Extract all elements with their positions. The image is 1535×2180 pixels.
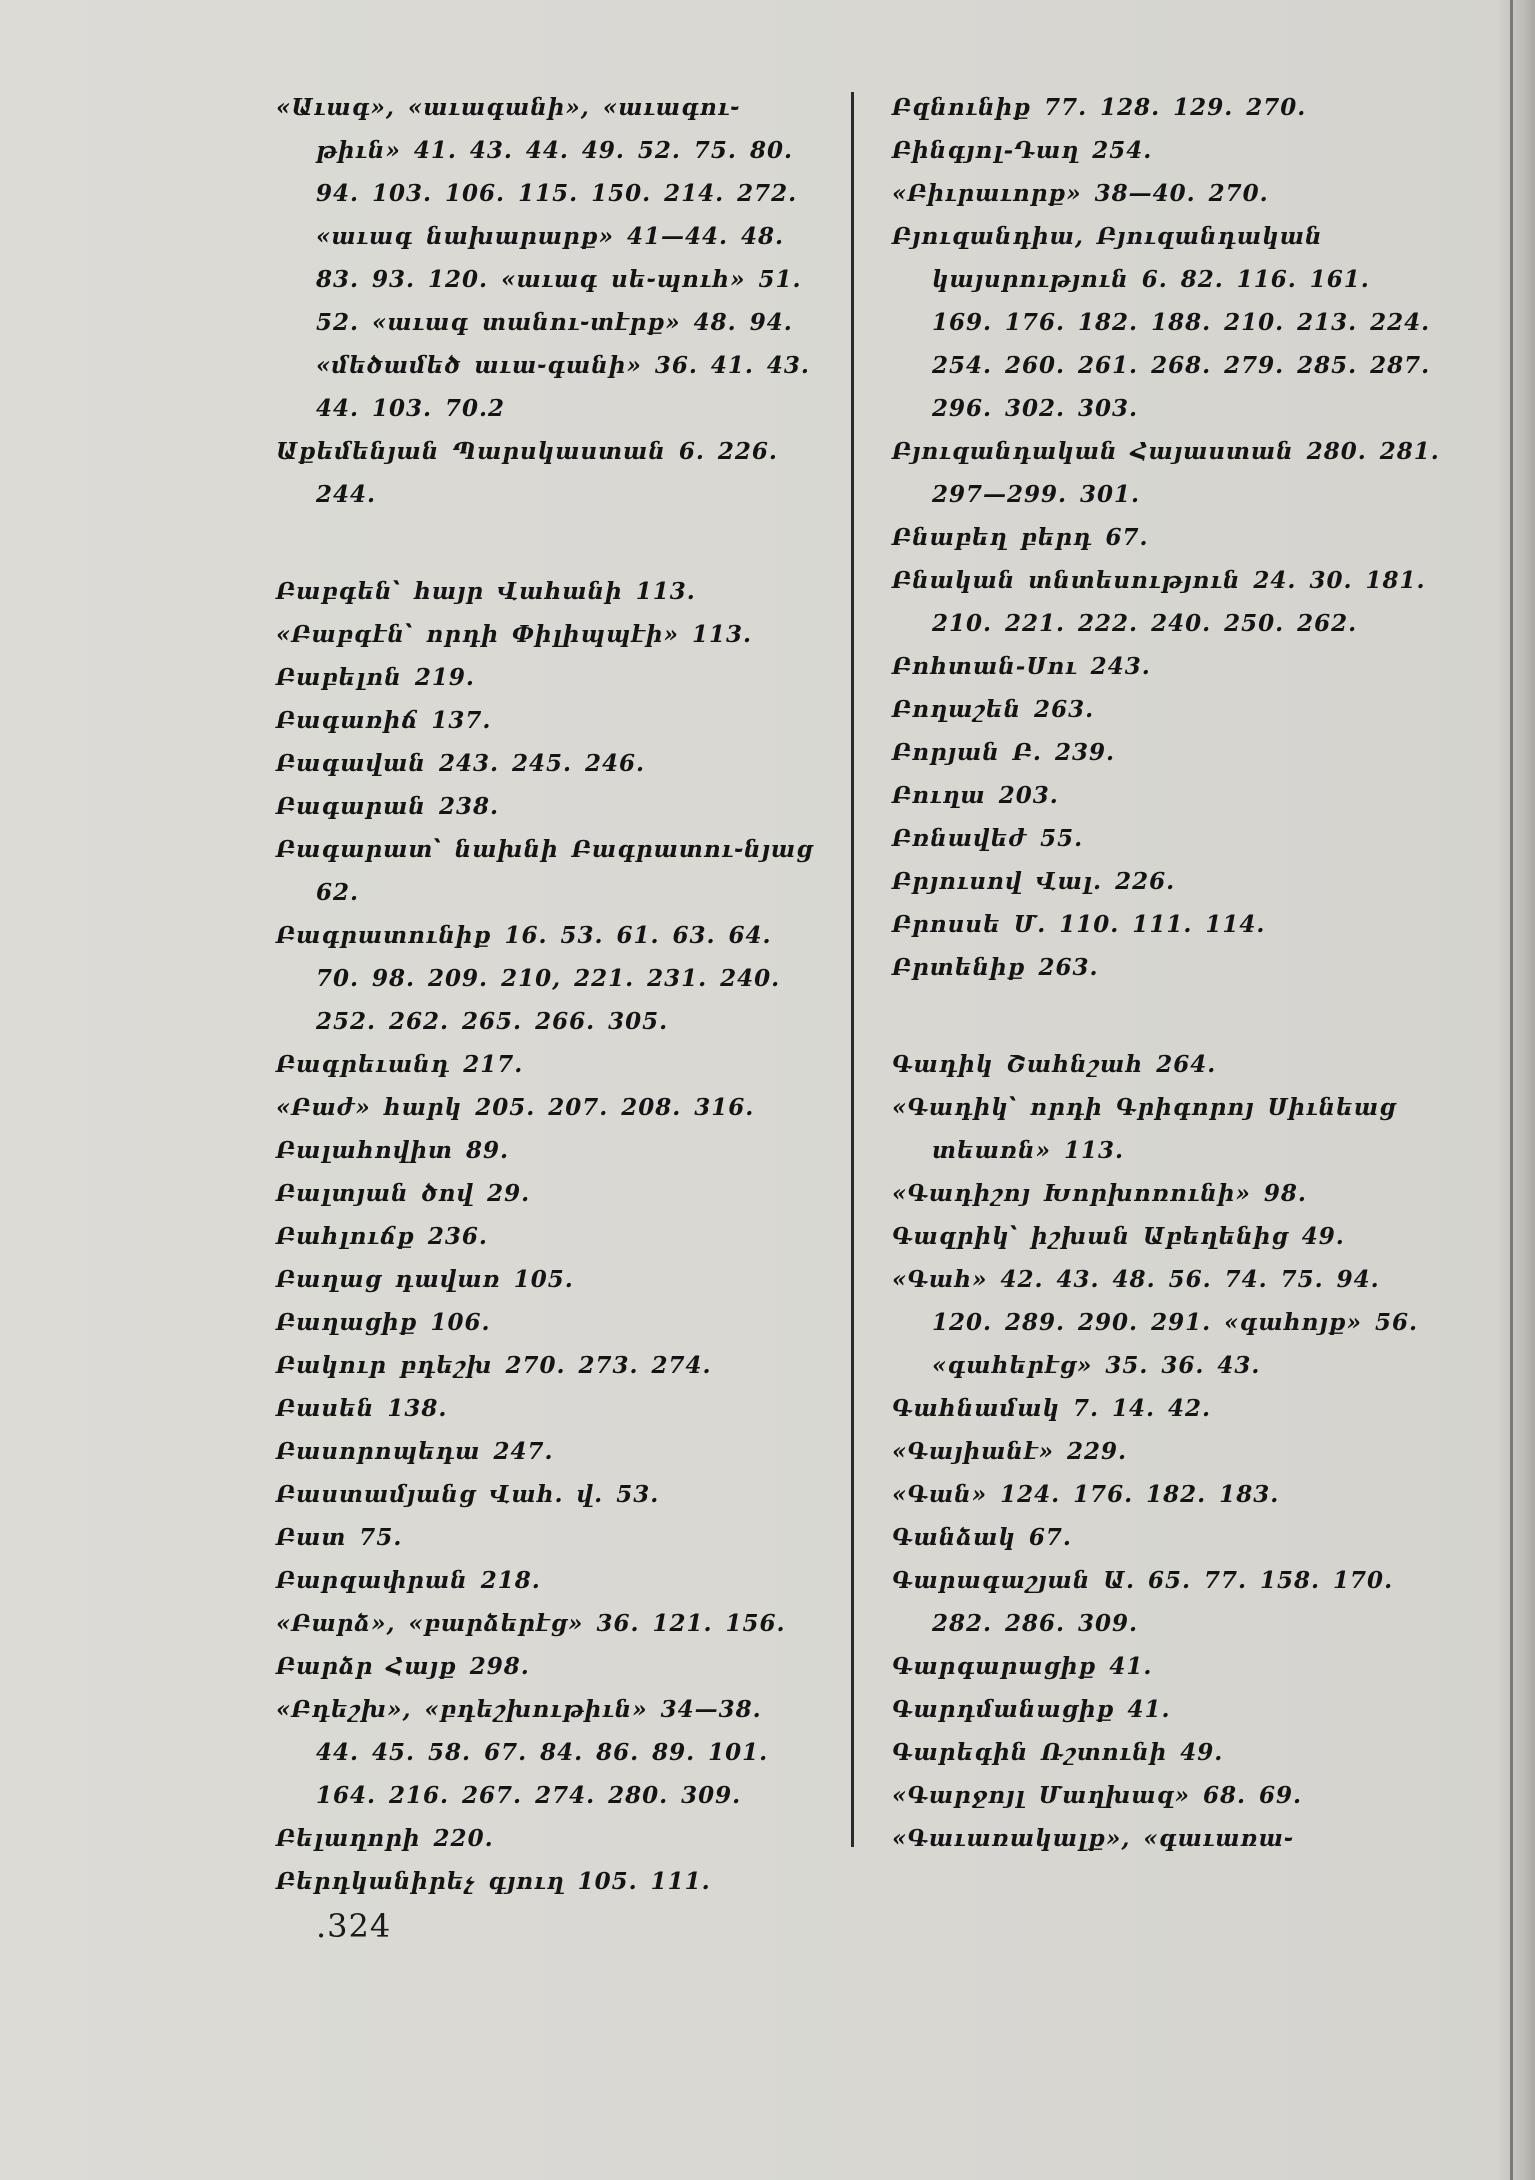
- index-entry: Բրտենիք 263.: [892, 954, 1099, 981]
- index-entry: «Գարջոյլ Մաղխազ» 68. 69.: [892, 1782, 1303, 1809]
- index-entry: Բնաբեղ բերդ 67.: [892, 524, 1149, 551]
- index-entry: «Գաւառակալք», «գաւառա֊: [892, 1825, 1294, 1852]
- index-entry: Գադիկ Շահնշահ 264.: [892, 1051, 1217, 1078]
- index-entry: Բարձր Հայք 298.: [276, 1653, 530, 1680]
- index-entry: «Գադիշոյ Խորխոռունի» 98.: [892, 1180, 1307, 1207]
- index-entry: Բաղացիք 106.: [276, 1309, 491, 1336]
- index-entry: Բյուզանդիա, Բյուզանդական կայսրություն 6. 82. 116. 161. 169. 176. 182. 188. 210. 213. 224. 254. 260. 261. 268. 279. 285. 287. 296. 302. 303.: [892, 223, 1431, 422]
- index-entry: Աքեմենյան Պարսկաստան 6. 226. 244.: [276, 438, 778, 508]
- index-entry: Բրյուսով Վալ. 226.: [892, 868, 1176, 895]
- index-entry: Բոհտան-Սու 243.: [892, 653, 1151, 680]
- index-entry: «Բարձ», «բարձերէց» 36. 121. 156.: [276, 1610, 786, 1637]
- index-entry: Բագառիճ 137.: [276, 707, 492, 734]
- index-entry: Բերդկանիրեչ գյուղ 105. 111.: [276, 1868, 711, 1895]
- index-entry: «Աւագ», «աւագանի», «աւագու֊թիւն» 41. 43. 44. 49. 52. 75. 80. 94. 103. 106. 115. 150. 214. 272. «աւագ նախարարք» 41—44. 48. 83. 93. 120. «աւագ սե֊պուհ» 51. 52. «աւագ տանու֊տէրք» 48. 94. «մեծամեծ աւա֊գանի» 36. 41. 43. 44. 103. 70.2: [276, 94, 810, 422]
- index-entry: Բաստամյանց Վահ. վ. 53.: [276, 1481, 660, 1508]
- section-gap: [892, 989, 1442, 1043]
- index-entry: Բագրեւանդ 217.: [276, 1051, 524, 1078]
- index-entry: Բաբգեն՝ հայր Վահանի 113.: [276, 578, 696, 605]
- index-entry: Բահլուճք 236.: [276, 1223, 488, 1250]
- index-entry: Բորյան Բ. 239.: [892, 739, 1115, 766]
- index-entry: Գազրիկ՝ իշխան Աբեղենից 49.: [892, 1223, 1345, 1250]
- index-entry: «Բիւրաւորք» 38—40. 270.: [892, 180, 1269, 207]
- index-entry: Բալտյան ծով 29.: [276, 1180, 531, 1207]
- index-entry: Բարզափրան 218.: [276, 1567, 541, 1594]
- index-entry: Բագրատունիք 16. 53. 61. 63. 64. 70. 98. 209. 210, 221. 231. 240. 252. 262. 265. 266. 305.: [276, 922, 781, 1035]
- index-entry: Բալահովիտ 89.: [276, 1137, 509, 1164]
- index-entry: Գարագաշյան Ա. 65. 77. 158. 170. 282. 286. 309.: [892, 1567, 1394, 1637]
- index-entry: Գարեգին Ռշտունի 49.: [892, 1739, 1224, 1766]
- index-entry: «Գայիանէ» 229.: [892, 1438, 1128, 1465]
- index-entry: Բզնունիք 77. 128. 129. 270.: [892, 94, 1307, 121]
- index-entry: Գանձակ 67.: [892, 1524, 1072, 1551]
- index-entry: «Գան» 124. 176. 182. 183.: [892, 1481, 1280, 1508]
- index-entry: Բագավան 243. 245. 246.: [276, 750, 646, 777]
- index-entry: Բակուր բդեշխ 270. 273. 274.: [276, 1352, 712, 1379]
- index-entry: Բուղա 203.: [892, 782, 1059, 809]
- index-entry: Բագարատ՝ նախնի Բագրատու֊նյաց 62.: [276, 836, 814, 906]
- index-entry: Բյուզանդական Հայաստան 280. 281. 297—299. 301.: [892, 438, 1440, 508]
- index-column-right: [892, 86, 1442, 1860]
- binding-edge-line: [1510, 0, 1513, 2180]
- index-entry: Բելաղորի 220.: [276, 1825, 494, 1852]
- index-entry: Բնական տնտեսություն 24. 30. 181. 210. 221. 222. 240. 250. 262.: [892, 567, 1426, 637]
- index-entry: Բռնավեժ 55.: [892, 825, 1084, 852]
- index-entry: «Բդեշխ», «բդեշխութիւն» 34—38. 44. 45. 58. 67. 84. 86. 89. 101. 164. 216. 267. 274. 280. 309.: [276, 1696, 769, 1809]
- index-entry: «Գահ» 42. 43. 48. 56. 74. 75. 94. 120. 289. 290. 291. «գահոյք» 56. «գահերէց» 35. 36. 43.: [892, 1266, 1419, 1379]
- index-entry: «Բաժ» հարկ 205. 207. 208. 316.: [276, 1094, 755, 1121]
- index-entry: Բաբելոն 219.: [276, 664, 475, 691]
- index-entry: Գարգարացիք 41.: [892, 1653, 1153, 1680]
- index-entry: Բագարան 238.: [276, 793, 499, 820]
- index-entry: Բասեն 138.: [276, 1395, 448, 1422]
- index-entry: Բինգյոլ-Դաղ 254.: [892, 137, 1153, 164]
- page-edge-shadow: [1499, 0, 1535, 2180]
- section-gap: [276, 516, 816, 570]
- index-entry: Բրոսսե Մ. 110. 111. 114.: [892, 911, 1266, 938]
- index-entry: Բողաշեն 263.: [892, 696, 1095, 723]
- index-entry: «Բաբգէն՝ որդի Փիլիպպէի» 113.: [276, 621, 752, 648]
- index-entry: Բասորոպեդա 247.: [276, 1438, 554, 1465]
- index-entry: Բաղաց դավառ 105.: [276, 1266, 574, 1293]
- index-entry: Գահնամակ 7. 14. 42.: [892, 1395, 1212, 1422]
- column-divider: [851, 92, 854, 1847]
- page-number: .324: [316, 1907, 392, 1945]
- index-entry: Բատ 75.: [276, 1524, 403, 1551]
- index-entry: «Գադիկ՝ որդի Գրիգորոյ Սիւնեաց տեառն» 113.: [892, 1094, 1397, 1164]
- index-entry: Գարդմանացիք 41.: [892, 1696, 1171, 1723]
- index-column-left: [276, 86, 816, 1903]
